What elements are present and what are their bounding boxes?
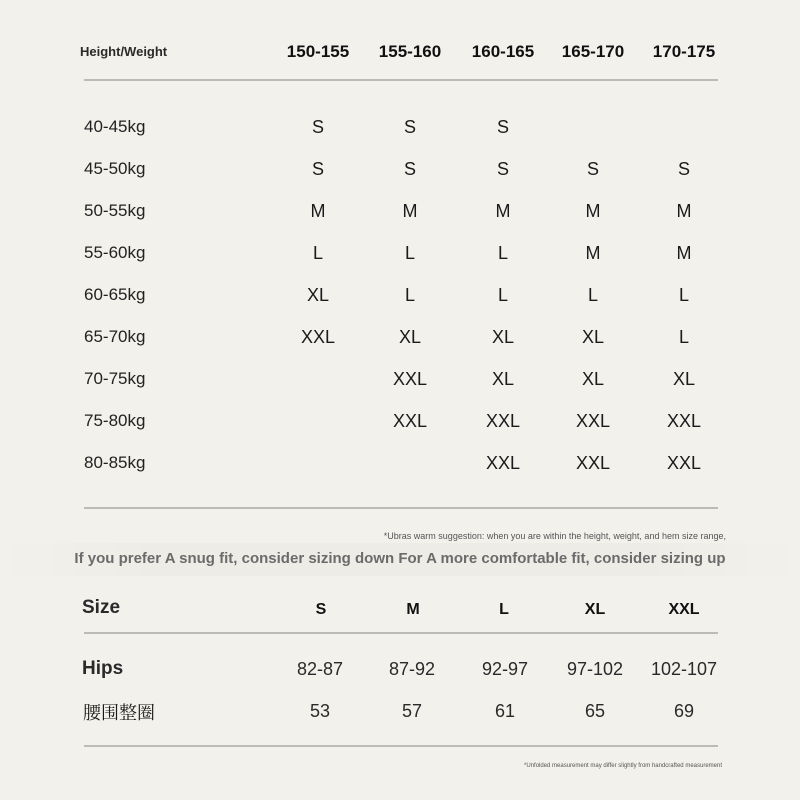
hips-value: 87-92 [388,659,436,679]
weight-label: 60-65kg [84,285,146,304]
header-divider [84,79,718,81]
size-cell: S [496,159,509,179]
size-cell: S [496,117,509,137]
size-cell: M [585,201,601,221]
size-cell: S [311,159,324,179]
size-cell: S [311,117,324,137]
grid-bottom-divider [84,507,718,509]
hips-value: 97-102 [566,659,624,679]
bottom-divider [84,745,718,747]
size-cell: M [676,243,692,263]
size-cell: XXL [666,411,702,431]
size-header: XL [584,601,606,618]
size-cell: XL [672,369,696,389]
waist-value: 61 [494,701,516,721]
size-header: M [406,601,420,618]
hips-value: 82-87 [296,659,344,679]
weight-label: 80-85kg [84,453,146,472]
size-cell: XL [398,327,422,347]
waist-value: 57 [401,701,423,721]
height-header: 155-160 [378,42,442,61]
height-header: 170-175 [652,42,716,61]
height-header: 160-165 [471,42,535,61]
size-cell: M [310,201,326,221]
fit-advice: If you prefer A snug fit, consider sizing down For A more comfortable fit, consider sizing up [74,550,726,567]
suggestion-note: *Ubras warm suggestion: when you are within the height, weight, and hem size range, [383,531,726,541]
waist-circumference-label: 腰围整圈 [83,703,155,724]
size-cell: L [404,243,415,263]
size-cell: XXL [485,411,521,431]
size-cell: L [678,285,689,305]
weight-label: 50-55kg [84,201,146,220]
footnote: *Unfolded measurement may differ slightly from handcrafted measurement [524,763,722,769]
size-header: L [499,601,509,618]
weight-label: 75-80kg [84,411,146,430]
measurement-header-divider [84,632,718,634]
size-cell: XL [581,369,605,389]
weight-label: 40-45kg [84,117,146,136]
size-cell: S [403,159,416,179]
size-cell: XXL [666,453,702,473]
size-cell: XL [581,327,605,347]
weight-label: 55-60kg [84,243,146,262]
waist-value: 69 [673,701,695,721]
weight-label: 65-70kg [84,327,146,346]
hips-value: 102-107 [650,659,718,679]
size-cell: XXL [575,411,611,431]
waist-value: 53 [309,701,331,721]
size-cell: XXL [392,411,428,431]
weight-label: 45-50kg [84,159,146,178]
hips-value: 92-97 [481,659,529,679]
size-cell: L [587,285,598,305]
corner-label: Height/Weight [80,44,168,59]
size-cell: XXL [485,453,521,473]
size-row-label: Size [82,597,121,618]
size-cell: M [585,243,601,263]
size-header: S [315,601,327,618]
size-cell: L [404,285,415,305]
size-cell: M [402,201,418,221]
height-header: 165-170 [561,42,625,61]
size-cell: XXL [392,369,428,389]
size-header: XXL [668,601,700,618]
height-header: 150-155 [286,42,350,61]
size-cell: XXL [575,453,611,473]
size-cell: M [676,201,692,221]
size-cell: L [497,285,508,305]
size-cell: S [586,159,599,179]
size-cell: M [495,201,511,221]
size-cell: L [312,243,323,263]
waist-value: 65 [584,701,606,721]
size-cell: XXL [300,327,336,347]
hips-label: Hips [82,658,124,679]
size-cell: XL [491,369,515,389]
size-cell: S [403,117,416,137]
size-cell: L [678,327,689,347]
size-cell: XL [306,285,330,305]
size-cell: XL [491,327,515,347]
weight-label: 70-75kg [84,369,146,388]
size-cell: S [677,159,690,179]
size-cell: L [497,243,508,263]
